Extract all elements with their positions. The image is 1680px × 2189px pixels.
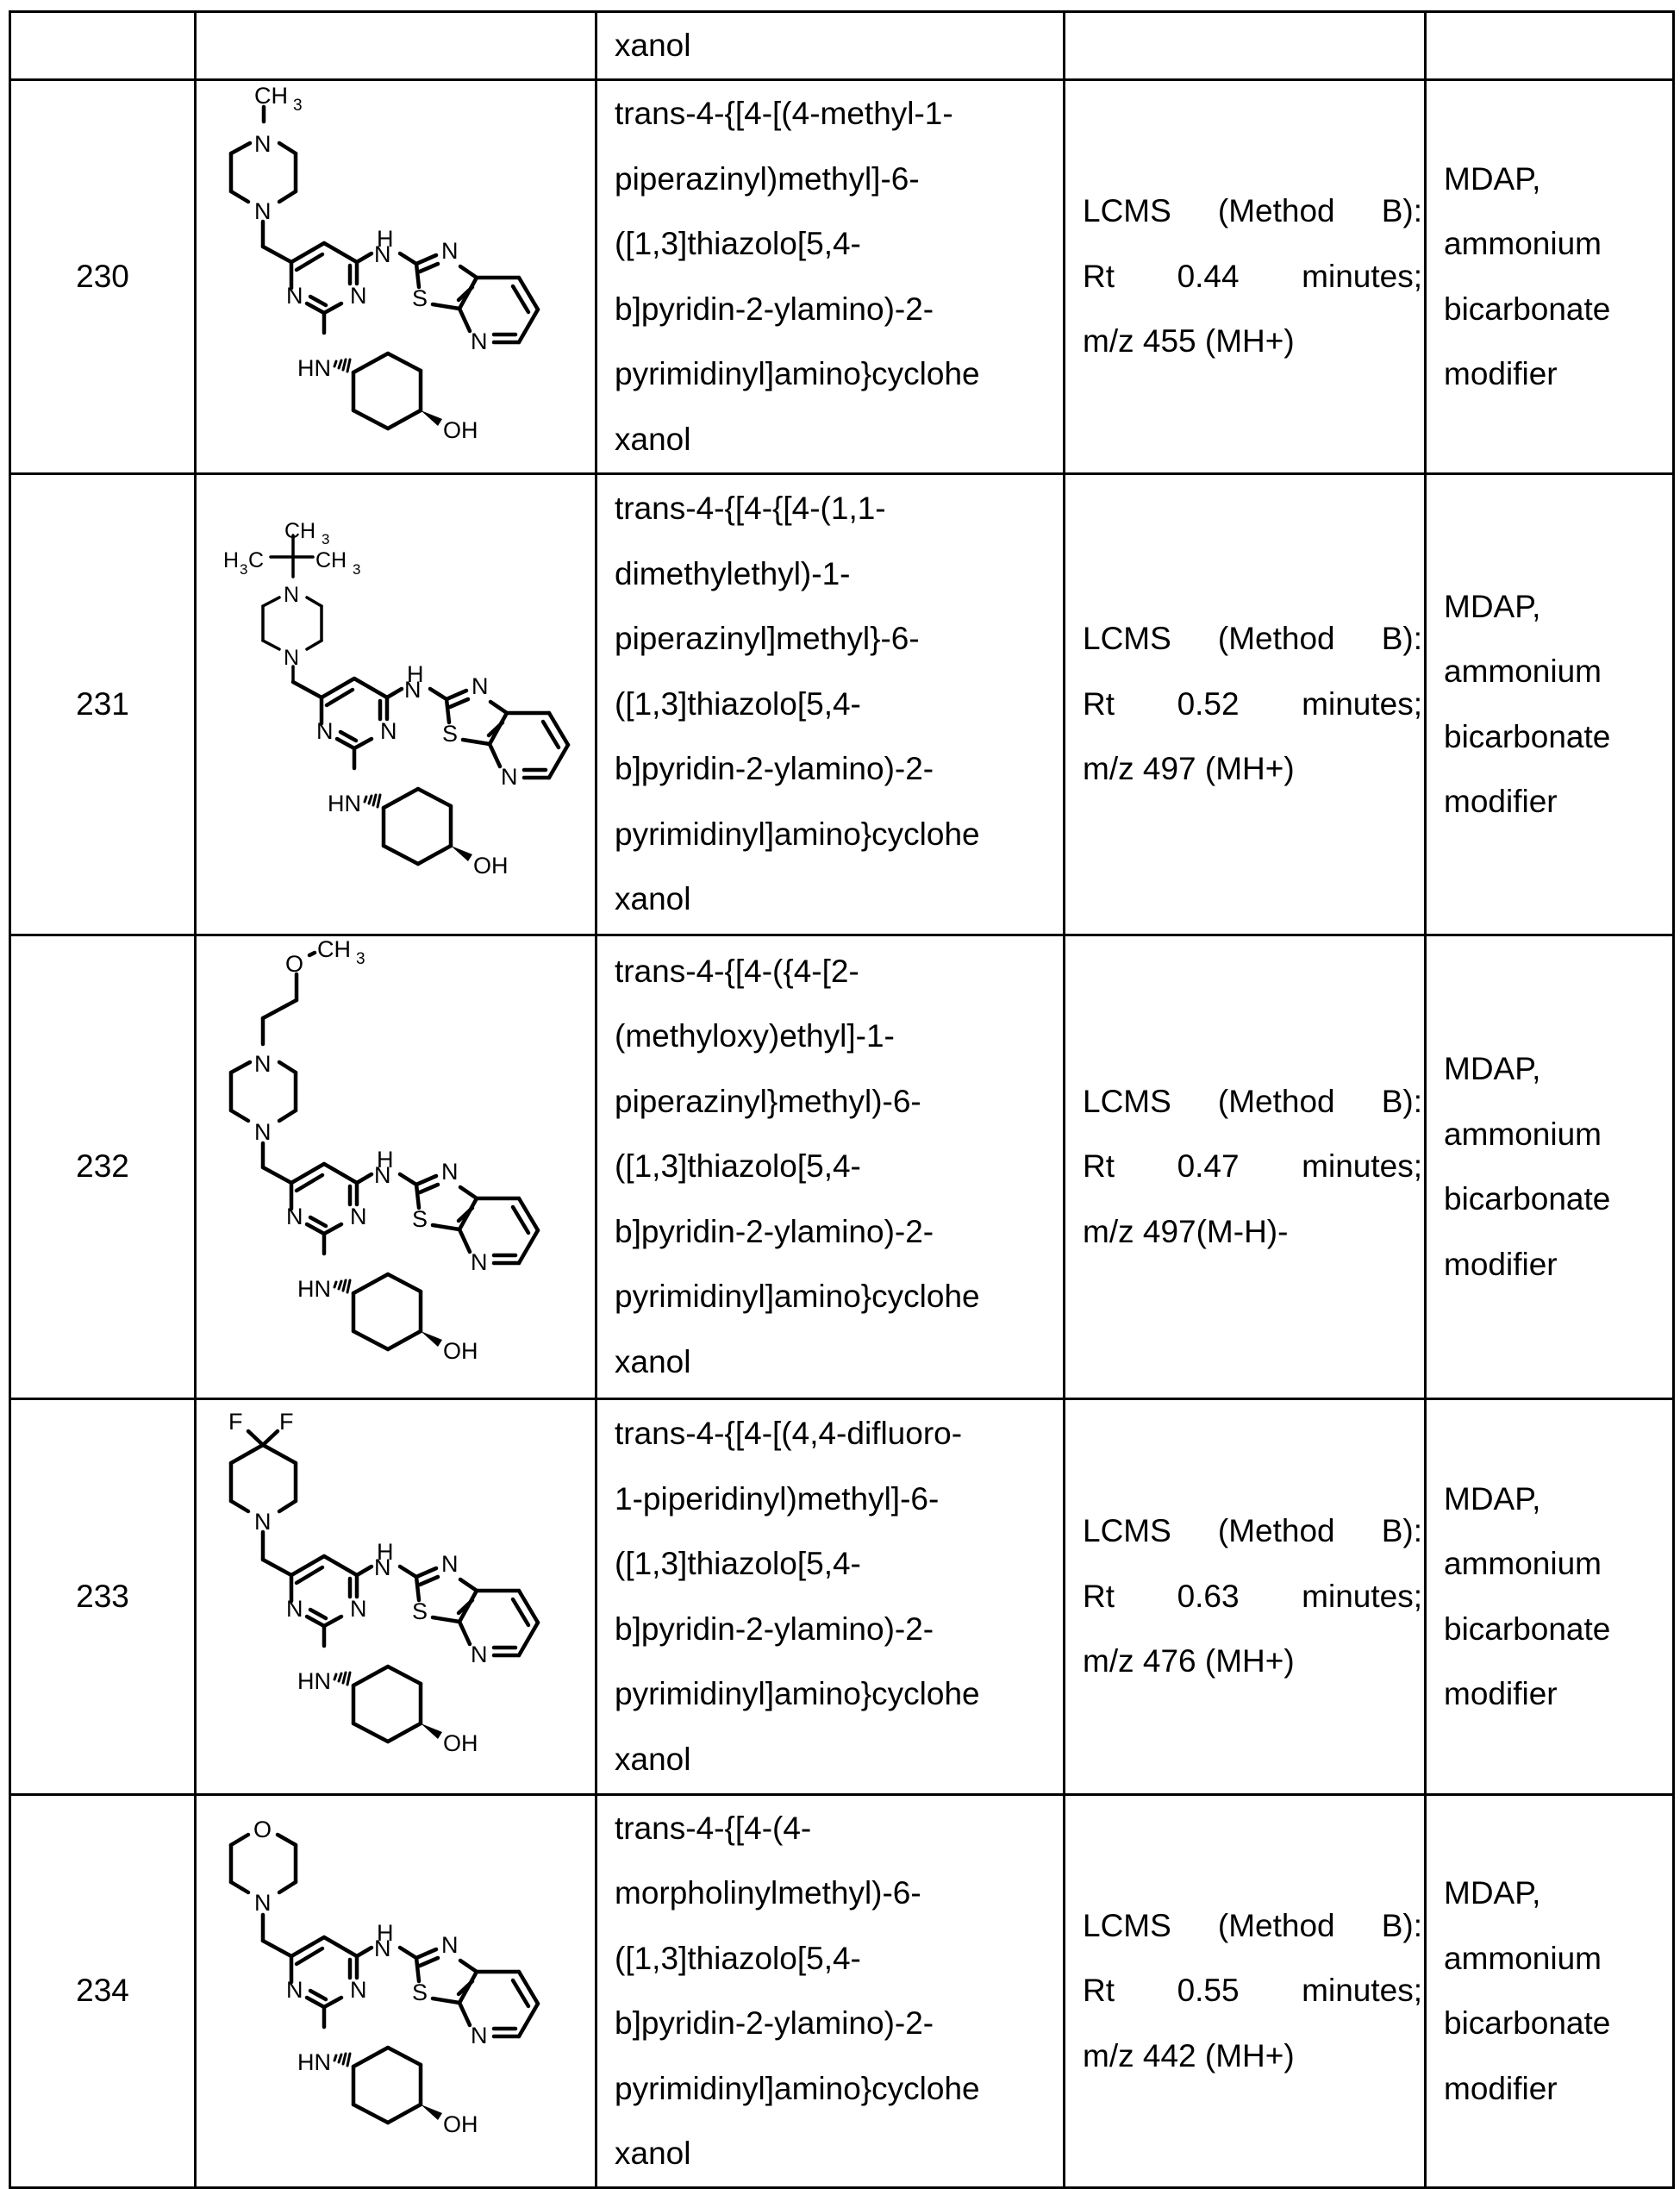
purification-method: MDAP, ammonium bicarbonate modifier xyxy=(1426,79,1674,473)
svg-text:N: N xyxy=(254,197,272,224)
svg-text:N: N xyxy=(284,645,300,670)
example-number: 232 xyxy=(10,935,196,1398)
compound-name: trans-4-{[4-{[4-(1,1- dimethylethyl)-1- piperazinyl]methyl}-6- ([1,3]thiazolo[5,4- b]pyridin-2-ylamino)-2- pyrimidinyl]amino}cyclohe xanol xyxy=(596,473,1065,935)
svg-text:CH: CH xyxy=(315,547,347,572)
structure-cell xyxy=(196,1794,596,2187)
table-row xyxy=(10,1398,1674,1794)
structure-cell xyxy=(196,473,596,935)
chemical-structure-image xyxy=(197,81,597,475)
compound-name: xanol xyxy=(596,12,1065,80)
svg-text:O: O xyxy=(253,1816,272,1842)
svg-text:3: 3 xyxy=(293,96,303,115)
svg-text:F: F xyxy=(279,1408,294,1435)
example-number xyxy=(10,12,196,80)
svg-text:CH: CH xyxy=(284,518,316,543)
example-number: 233 xyxy=(10,1398,196,1794)
chemical-structure-image xyxy=(197,936,597,1400)
svg-text:F: F xyxy=(228,1408,243,1435)
purification-method: MDAP, ammonium bicarbonate modifier xyxy=(1426,1794,1674,2187)
compound-name: trans-4-{[4-[(4,4-difluoro- 1-piperidinyl)methyl]-6- ([1,3]thiazolo[5,4- b]pyridin-2-ylamino)-2- pyrimidinyl]amino}cyclohe xanol xyxy=(596,1398,1065,1794)
svg-text:3: 3 xyxy=(322,530,330,547)
chemical-structure-image xyxy=(197,1400,597,1796)
compound-name: trans-4-{[4-({4-[2- (methyloxy)ethyl]-1- piperazinyl}methyl)-6- ([1,3]thiazolo[5,4- b]pyridin-2-ylamino)-2- pyrimidinyl]amino}cyclohe xanol xyxy=(596,935,1065,1398)
example-number: 234 xyxy=(10,1794,196,2187)
svg-text:C: C xyxy=(248,547,265,572)
svg-text:3: 3 xyxy=(356,949,365,968)
example-number: 230 xyxy=(10,79,196,473)
table-row xyxy=(10,473,1674,935)
table-row xyxy=(10,79,1674,473)
structure-cell xyxy=(196,79,596,473)
structure-cell xyxy=(196,12,596,80)
compound-name: trans-4-{[4-(4- morpholinylmethyl)-6- ([1,3]thiazolo[5,4- b]pyridin-2-ylamino)-2- pyrimidinyl]amino}cyclohe xanol xyxy=(596,1794,1065,2187)
chemical-structure-image xyxy=(197,1796,597,2180)
table-row xyxy=(10,12,1674,80)
lcms-cell: LCMS (Method B): Rt 0.47 minutes; m/z 497(M-H)- xyxy=(1065,935,1426,1398)
example-number: 231 xyxy=(10,473,196,935)
svg-text:N: N xyxy=(254,1889,272,1916)
svg-text:N: N xyxy=(254,130,272,157)
svg-text:CH: CH xyxy=(317,935,351,962)
svg-text:3: 3 xyxy=(240,560,248,578)
structure-cell xyxy=(196,935,596,1398)
svg-text:CH: CH xyxy=(254,82,288,109)
table-row xyxy=(10,935,1674,1398)
lcms-cell: LCMS (Method B): Rt 0.44 minutes; m/z 455 (MH+) xyxy=(1065,79,1426,473)
structure-cell xyxy=(196,1398,596,1794)
svg-text:N: N xyxy=(254,1118,272,1145)
purification-method: MDAP, ammonium bicarbonate modifier xyxy=(1426,473,1674,935)
compound-table xyxy=(9,10,1675,2189)
chemical-structure-image xyxy=(197,475,597,936)
svg-text:N: N xyxy=(254,1050,272,1077)
compound-name: trans-4-{[4-[(4-methyl-1- piperazinyl)methyl]-6- ([1,3]thiazolo[5,4- b]pyridin-2-ylamino)-2- pyrimidinyl]amino}cyclohe xanol xyxy=(596,79,1065,473)
svg-text:N: N xyxy=(254,1508,272,1535)
lcms-cell: LCMS (Method B): Rt 0.63 minutes; m/z 476 (MH+) xyxy=(1065,1398,1426,1794)
lcms-cell xyxy=(1065,12,1426,80)
lcms-cell: LCMS (Method B): Rt 0.52 minutes; m/z 497 (MH+) xyxy=(1065,473,1426,935)
svg-text:N: N xyxy=(284,582,300,607)
svg-text:O: O xyxy=(285,950,304,977)
lcms-cell: LCMS (Method B): Rt 0.55 minutes; m/z 442 (MH+) xyxy=(1065,1794,1426,2187)
svg-text:3: 3 xyxy=(353,560,361,578)
table-row xyxy=(10,1794,1674,2187)
purification-method: MDAP, ammonium bicarbonate modifier xyxy=(1426,935,1674,1398)
purification-method: MDAP, ammonium bicarbonate modifier xyxy=(1426,1398,1674,1794)
svg-text:H: H xyxy=(223,547,240,572)
purification-method xyxy=(1426,12,1674,80)
